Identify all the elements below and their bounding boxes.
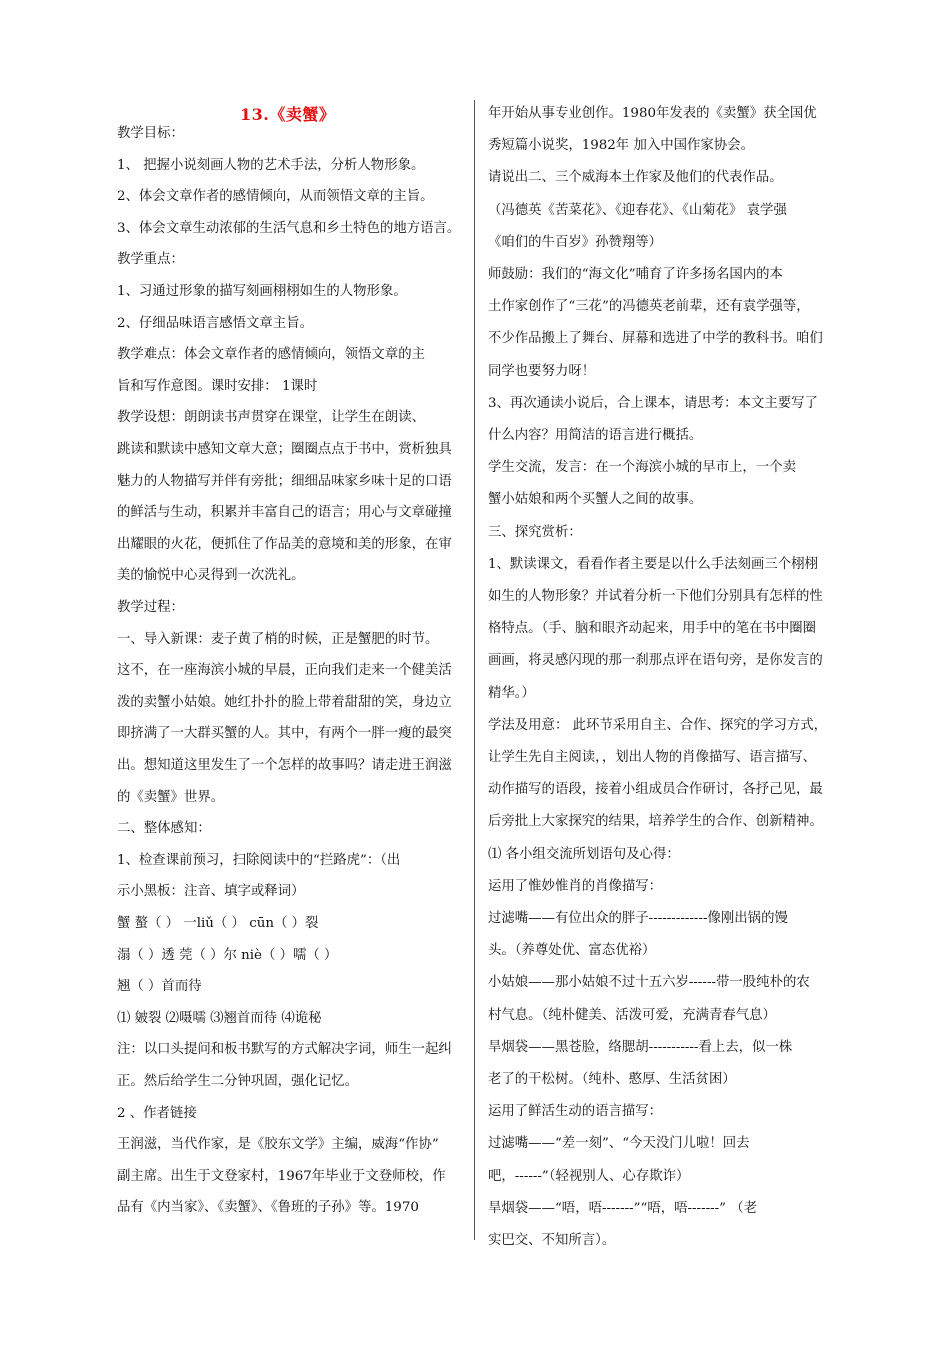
text-line: 让学生先自主阅读，，划出人物的肖像描写、语言描写、 (488, 750, 817, 765)
text-line: 王润滋，当代作家，是《胶东文学》主编，威海“作协” (117, 1137, 439, 1153)
text-line: 1、检查课前预习，扫除阅读中的“拦路虎”：（出 (117, 852, 401, 868)
text-line: 出耀眼的火花，便抓住了作品美的意境和美的形象，在审 (117, 536, 452, 552)
text-line: （冯德英《苦菜花》、《迎春花》、《山菊花》 袁学强 (488, 202, 787, 218)
text-line: 1、默读课文，看看作者主要是以什么手法刻画三个栩栩 (488, 556, 818, 572)
text-line: 三、探究赏析： (488, 524, 582, 540)
text-line: ⑴ 各小组交流所划语句及心得： (488, 846, 680, 862)
text-line: 教学过程： (117, 600, 184, 615)
text-line: ⑴ 皴裂 ⑵嗫嚅 ⑶翘首而待 ⑷诡秘 (117, 1010, 322, 1026)
text-line: 吧，------”（轻视别人、心存欺诈） (488, 1168, 690, 1184)
text-line: 什么内容？用简洁的语言进行概括。 (488, 428, 703, 443)
text-line: 小姑娘——那小姑娘不过十五六岁------带一股纯朴的农 (488, 975, 810, 991)
text-line: 的《卖蟹》世界。 (117, 789, 225, 805)
text-line: 旱烟袋——“唔，唔-------”“唔，唔-------” （老 (488, 1200, 758, 1216)
text-line: 2、体会文章作者的感情倾向，从而领悟文章的主旨。 (117, 189, 434, 205)
text-line: 不少作品搬上了舞台、屏幕和选进了中学的教科书。咱们 (488, 331, 823, 347)
text-line: 二、整体感知： (117, 821, 211, 837)
text-line: 品有《内当家》、《卖蟹》、《鲁班的子孙》等。1970 (117, 1200, 419, 1216)
text-line: 教学目标： (117, 126, 184, 141)
column-divider (474, 100, 475, 1240)
text-line: 年开始从事专业创作。1980年发表的《卖蟹》获全国优 (488, 106, 817, 121)
text-line: 泼的卖蟹小姑娘。她红扑扑的脸上带着甜甜的笑，身边立 (117, 694, 452, 710)
text-line: 这不，在一座海滨小城的早晨，正向我们走来一个健美活 (117, 663, 452, 679)
text-line: 头。（养尊处优、富态优裕） (488, 943, 656, 959)
text-line: 秀短篇小说奖，1982年 加入中国作家协会。 (488, 138, 754, 154)
text-line: 1、习通过形象的描写刻画栩栩如生的人物形象。 (117, 284, 407, 299)
text-line: 学生交流，发言：在一个海滨小城的早市上，一个卖 (488, 460, 796, 476)
text-line: 2 、作者链接 (117, 1105, 197, 1121)
text-line: 运用了鲜活生动的语言描写： (488, 1104, 663, 1120)
text-line: 精华。） (488, 685, 535, 701)
text-line: 过滤嘴——“差一刻”、“今天没门儿啦！回去 (488, 1136, 750, 1152)
text-line: 请说出二、三个威海本土作家及他们的代表作品。 (488, 170, 783, 186)
text-line: 实巴交、不知所言）。 (488, 1233, 616, 1248)
text-line: 教学重点： (117, 252, 184, 268)
text-line: 美的愉悦中心灵得到一次洗礼。 (117, 568, 305, 584)
text-line: 教学设想：朗朗读书声贯穿在课堂，让学生在朗读、 (117, 410, 425, 426)
text-line: 同学也要努力呀！ (488, 363, 596, 379)
text-line: 如生的人物形象？并试着分析一下他们分别具有怎样的性 (488, 589, 823, 604)
text-line: 即挤满了一大群买蟹的人。其中，有两个一胖一瘦的最突 (117, 726, 452, 742)
text-line: 蟹 螯（ ） 一liǔ（ ） cūn（ ）裂 (117, 916, 319, 931)
text-line: 3、体会文章生动浓郁的生活气息和乡土特色的地方语言。 (117, 220, 461, 236)
text-line: 示小黑板：注音、填字或释词） (117, 884, 305, 900)
text-line: 过滤嘴——有位出众的胖子-------------像刚出锅的馒 (488, 911, 788, 926)
text-line: 土作家创作了“三花”的冯德英老前辈，还有袁学强等， (488, 299, 810, 315)
text-line: 2、仔细品味语言感悟文章主旨。 (117, 315, 313, 331)
text-line: 溻（ ）透 莞（ ）尔 niè（ ）嚅（ ） (117, 947, 338, 963)
text-line: 一、导入新课：麦子黄了梢的时候，正是蟹肥的时节。 (117, 631, 439, 647)
text-line: 格特点。（手、脑和眼齐动起来，用手中的笔在书中圈圈 (488, 621, 817, 637)
text-line: 跳读和默读中感知文章大意；圈圈点点于书中，赏析独具 (117, 442, 452, 457)
text-line: 1、 把握小说刻画人物的艺术手法，分析人物形象。 (117, 157, 425, 173)
text-line: 学法及用意： 此环节采用自主、合作、探究的学习方式， (488, 717, 828, 733)
text-line: 旱烟袋——黑苍脸，络腮胡-----------看上去，似一株 (488, 1039, 793, 1055)
text-line: 旨和写作意图。课时安排： 1课时 (117, 378, 318, 394)
text-line: 翘（ ）首而待 (117, 979, 202, 995)
text-line: 动作描写的语段，接着小组成员合作研讨，各抒己见，最 (488, 782, 823, 798)
text-line: 3、再次通读小说后，合上课本，请思考：本文主要写了 (488, 395, 818, 411)
text-line: 注：以口头提问和板书默写的方式解决字词，师生一起纠 (117, 1042, 452, 1058)
text-line: 出。想知道这里发生了一个怎样的故事吗？请走进王润滋 (117, 758, 452, 773)
text-line: 副主席。出生于文登家村，1967年毕业于文登师校，作 (117, 1168, 446, 1184)
text-line: 老了的干松树。（纯朴、憨厚、生活贫困） (488, 1072, 736, 1087)
text-line: 师鼓励：我们的“海文化”哺育了许多扬名国内的本 (488, 267, 783, 282)
text-line: 运用了惟妙惟肖的肖像描写： (488, 878, 663, 894)
document-title: 13.《卖蟹》 (240, 105, 336, 124)
text-line: 蟹小姑娘和两个买蟹人之间的故事。 (488, 492, 703, 508)
text-line: 正。然后给学生二分钟巩固，强化记忆。 (117, 1074, 359, 1089)
text-line: 后旁批上大家探究的结果，培养学生的合作、创新精神。 (488, 814, 823, 830)
text-line: 画画，将灵感闪现的那一刹那点评在语句旁，是你发言的 (488, 653, 823, 669)
text-line: 村气息。（纯朴健美、活泼可爱，充满青春气息） (488, 1007, 776, 1023)
text-line: 教学难点：体会文章作者的感情倾向，领悟文章的主 (117, 347, 425, 363)
text-line: 《咱们的牛百岁》孙赞翔等） (488, 234, 663, 250)
text-line: 魅力的人物描写并伴有旁批；细细品味家乡味十足的口语 (117, 473, 452, 489)
text-line: 的鲜活与生动，积累并丰富自己的语言；用心与文章碰撞 (117, 505, 452, 521)
